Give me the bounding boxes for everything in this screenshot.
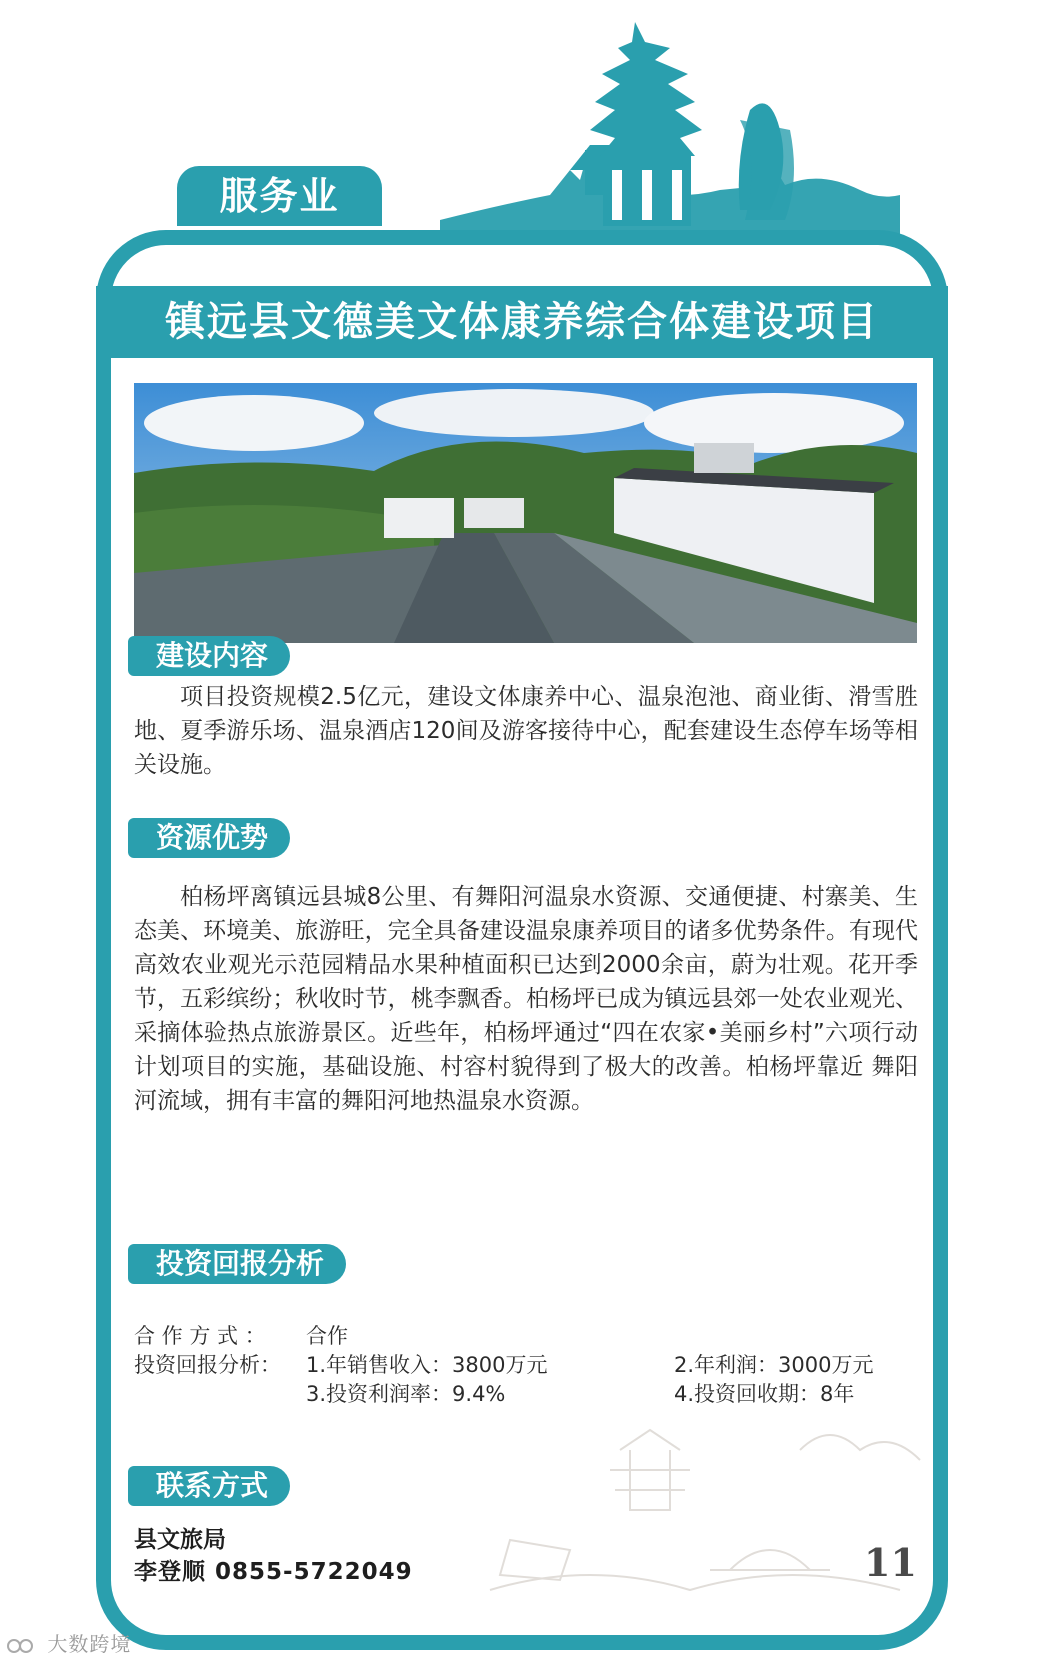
construction-text: 项目投资规模2.5亿元，建设文体康养中心、温泉泡池、商业街、滑雪胜地、夏季游乐场、温泉酒店120间及游客接待中心，配套建设生态停车场等相关设施。 bbox=[134, 684, 918, 778]
watermark-text: 大数跨境 bbox=[47, 1632, 132, 1656]
section-heading-resources: 资源优势 bbox=[134, 818, 290, 858]
profit-rate-item: 3.投资利润率：9.4% bbox=[306, 1382, 506, 1406]
annual-profit-item: 2.年利润：3000万元 bbox=[674, 1353, 874, 1377]
return-analysis-label: 投资回报分析： bbox=[134, 1353, 281, 1377]
town-sketch-decoration bbox=[470, 1390, 940, 1630]
section-heading-construction: 建设内容 bbox=[134, 636, 290, 676]
project-site-photo bbox=[134, 383, 917, 643]
section-heading-contact: 联系方式 bbox=[134, 1466, 290, 1506]
contact-info bbox=[134, 1524, 413, 1588]
contact-person-phone: 李登顺 0855-5722049 bbox=[134, 1559, 413, 1585]
contact-org: 县文旅局 bbox=[134, 1527, 226, 1553]
payback-period-item: 4.投资回收期：8年 bbox=[674, 1382, 855, 1406]
cooperation-mode-value: 合作 bbox=[306, 1324, 348, 1348]
section-heading-investment: 投资回报分析 bbox=[134, 1244, 346, 1284]
resources-text: 柏杨坪离镇远县城8公里、有舞阳河温泉水资源、交通便捷、村寨美、生态美、环境美、旅游旺，完全具备建设温泉康养项目的诸多优势条件。有现代高效农业观光示范园精品水果种植面积已达到2000余亩，蔚为壮观。花开季节，五彩缤纷；秋收时节，桃李飘香。柏杨坪已成为镇远县郊一处农业观光、采摘体验热点旅游景区。近些年，柏杨坪通过“四在农家•美丽乡村”六项行动计划项目的实施，基础设施、村容村貌得到了极大的改善。柏杨坪靠近 舞阳河流域，拥有丰富的舞阳河地热温泉水资源。 bbox=[134, 884, 918, 1114]
cooperation-mode-label: 合 作 方 式 ： bbox=[134, 1324, 266, 1348]
category-tab: 服务业 bbox=[177, 166, 382, 226]
project-title: 镇远县文德美文体康养综合体建设项目 bbox=[96, 286, 948, 358]
annual-sales-item: 1.年销售收入：3800万元 bbox=[306, 1353, 548, 1377]
watermark-logo-icon bbox=[6, 1635, 40, 1657]
watermark bbox=[6, 1628, 131, 1657]
page-number: 11 bbox=[864, 1540, 917, 1585]
